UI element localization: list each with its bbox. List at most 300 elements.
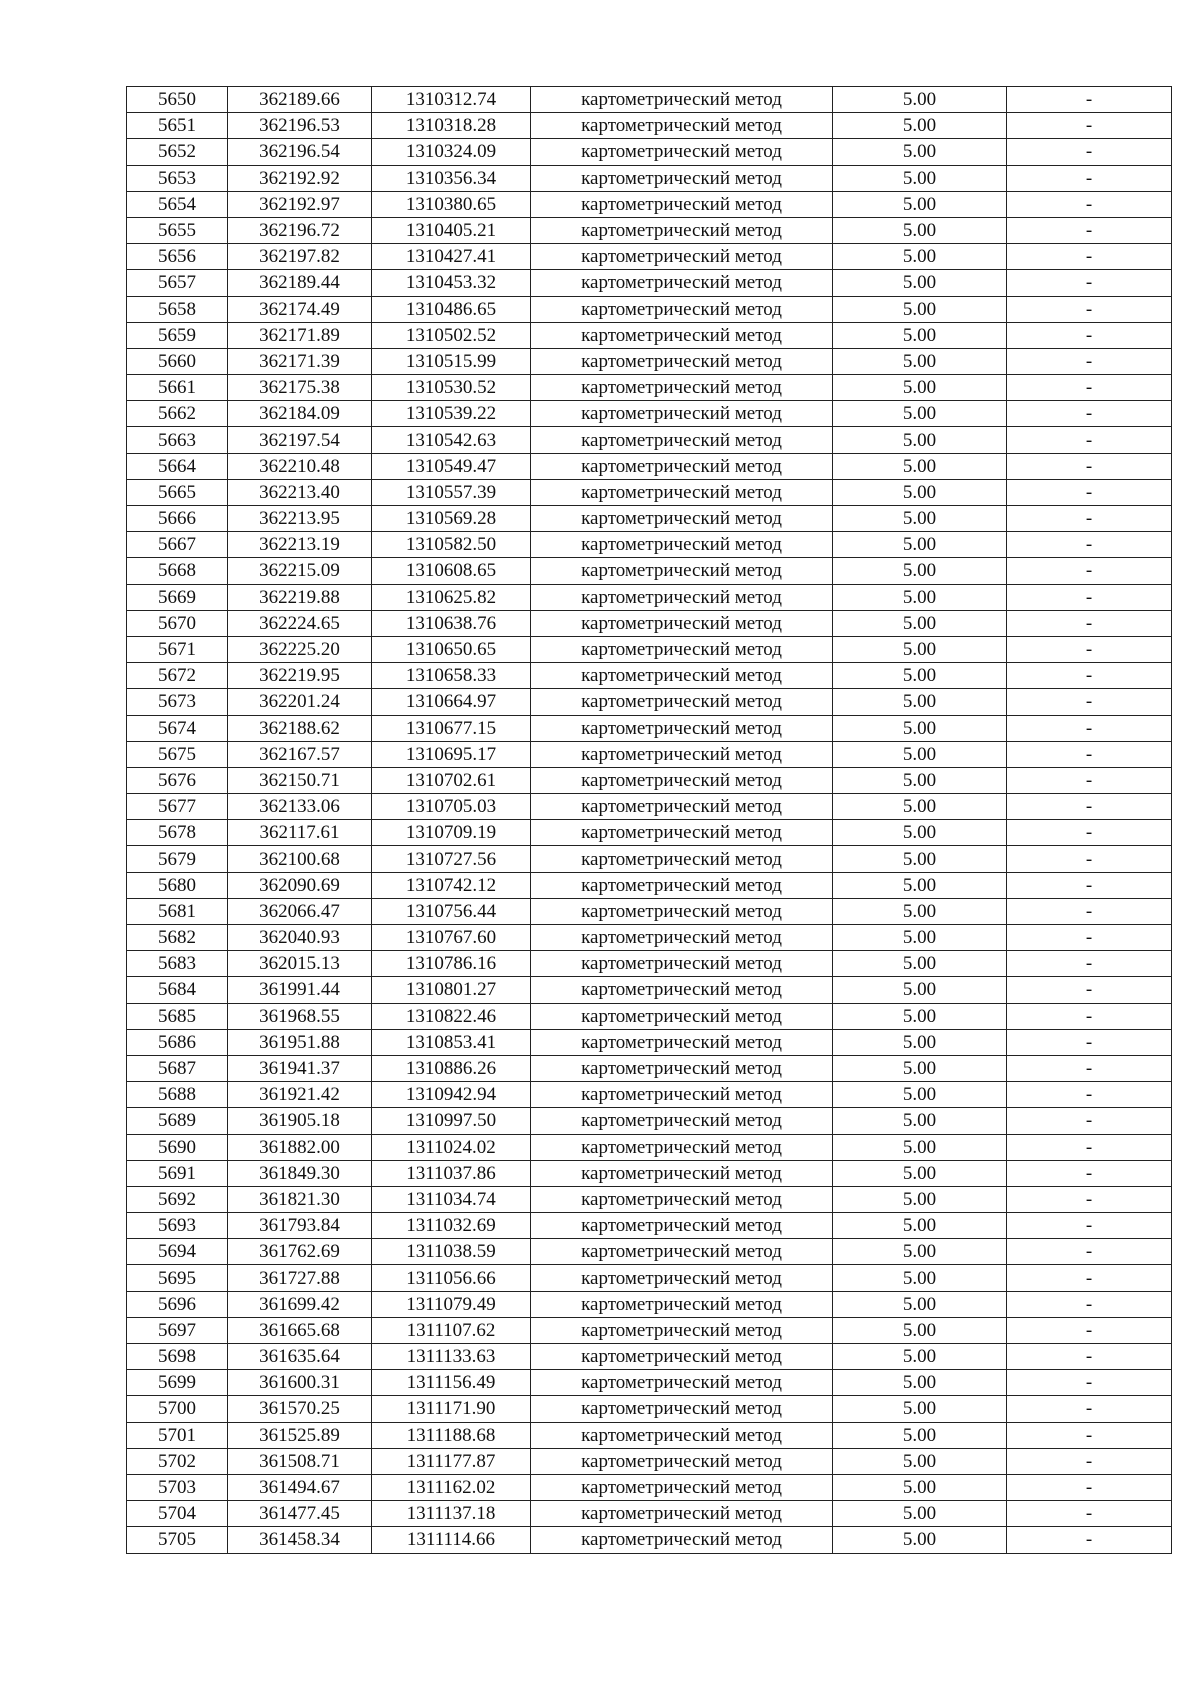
method-cell: картометрический метод <box>531 1160 833 1186</box>
note-cell: - <box>1007 715 1172 741</box>
table-row <box>127 689 1172 715</box>
method-cell: картометрический метод <box>531 1448 833 1474</box>
x-coordinate-cell: 362171.39 <box>228 348 372 374</box>
y-coordinate-cell: 1310569.28 <box>372 506 531 532</box>
accuracy-cell: 5.00 <box>833 348 1007 374</box>
x-coordinate-cell: 362210.48 <box>228 453 372 479</box>
accuracy-cell: 5.00 <box>833 951 1007 977</box>
method-cell: картометрический метод <box>531 820 833 846</box>
coordinates-table-body <box>127 87 1172 1554</box>
y-coordinate-cell: 1311037.86 <box>372 1160 531 1186</box>
y-coordinate-cell: 1310997.50 <box>372 1108 531 1134</box>
y-coordinate-cell: 1310502.52 <box>372 322 531 348</box>
table-row <box>127 1370 1172 1396</box>
accuracy-cell: 5.00 <box>833 1344 1007 1370</box>
table-row <box>127 1396 1172 1422</box>
note-cell: - <box>1007 1003 1172 1029</box>
point-number-cell: 5667 <box>127 532 228 558</box>
note-cell: - <box>1007 1082 1172 1108</box>
point-number-cell: 5684 <box>127 977 228 1003</box>
table-row <box>127 1317 1172 1343</box>
y-coordinate-cell: 1310453.32 <box>372 270 531 296</box>
table-row <box>127 715 1172 741</box>
table-row <box>127 453 1172 479</box>
method-cell: картометрический метод <box>531 558 833 584</box>
x-coordinate-cell: 361665.68 <box>228 1317 372 1343</box>
x-coordinate-cell: 362184.09 <box>228 401 372 427</box>
x-coordinate-cell: 361600.31 <box>228 1370 372 1396</box>
table-row <box>127 584 1172 610</box>
point-number-cell: 5680 <box>127 872 228 898</box>
note-cell: - <box>1007 322 1172 348</box>
table-row <box>127 296 1172 322</box>
point-number-cell: 5660 <box>127 348 228 374</box>
note-cell: - <box>1007 1213 1172 1239</box>
note-cell: - <box>1007 375 1172 401</box>
x-coordinate-cell: 362224.65 <box>228 610 372 636</box>
y-coordinate-cell: 1310786.16 <box>372 951 531 977</box>
point-number-cell: 5695 <box>127 1265 228 1291</box>
accuracy-cell: 5.00 <box>833 663 1007 689</box>
point-number-cell: 5696 <box>127 1291 228 1317</box>
x-coordinate-cell: 362192.92 <box>228 165 372 191</box>
accuracy-cell: 5.00 <box>833 846 1007 872</box>
y-coordinate-cell: 1310625.82 <box>372 584 531 610</box>
accuracy-cell: 5.00 <box>833 794 1007 820</box>
y-coordinate-cell: 1310608.65 <box>372 558 531 584</box>
point-number-cell: 5664 <box>127 453 228 479</box>
method-cell: картометрический метод <box>531 191 833 217</box>
table-row <box>127 925 1172 951</box>
method-cell: картометрический метод <box>531 794 833 820</box>
method-cell: картометрический метод <box>531 401 833 427</box>
note-cell: - <box>1007 584 1172 610</box>
y-coordinate-cell: 1311171.90 <box>372 1396 531 1422</box>
y-coordinate-cell: 1310380.65 <box>372 191 531 217</box>
note-cell: - <box>1007 1527 1172 1553</box>
table-row <box>127 1422 1172 1448</box>
x-coordinate-cell: 362225.20 <box>228 636 372 662</box>
method-cell: картометрический метод <box>531 925 833 951</box>
accuracy-cell: 5.00 <box>833 296 1007 322</box>
x-coordinate-cell: 362189.66 <box>228 87 372 113</box>
table-row <box>127 87 1172 113</box>
x-coordinate-cell: 362213.19 <box>228 532 372 558</box>
point-number-cell: 5690 <box>127 1134 228 1160</box>
table-row <box>127 1291 1172 1317</box>
table-row <box>127 1186 1172 1212</box>
accuracy-cell: 5.00 <box>833 1265 1007 1291</box>
table-row <box>127 1474 1172 1500</box>
x-coordinate-cell: 362192.97 <box>228 191 372 217</box>
y-coordinate-cell: 1310853.41 <box>372 1029 531 1055</box>
accuracy-cell: 5.00 <box>833 479 1007 505</box>
note-cell: - <box>1007 479 1172 505</box>
accuracy-cell: 5.00 <box>833 1474 1007 1500</box>
table-row <box>127 1003 1172 1029</box>
accuracy-cell: 5.00 <box>833 1134 1007 1160</box>
accuracy-cell: 5.00 <box>833 532 1007 558</box>
y-coordinate-cell: 1310742.12 <box>372 872 531 898</box>
y-coordinate-cell: 1310542.63 <box>372 427 531 453</box>
point-number-cell: 5661 <box>127 375 228 401</box>
point-number-cell: 5650 <box>127 87 228 113</box>
method-cell: картометрический метод <box>531 296 833 322</box>
note-cell: - <box>1007 977 1172 1003</box>
x-coordinate-cell: 362100.68 <box>228 846 372 872</box>
method-cell: картометрический метод <box>531 1082 833 1108</box>
method-cell: картометрический метод <box>531 663 833 689</box>
x-coordinate-cell: 361921.42 <box>228 1082 372 1108</box>
point-number-cell: 5675 <box>127 741 228 767</box>
note-cell: - <box>1007 820 1172 846</box>
table-row <box>127 1527 1172 1553</box>
x-coordinate-cell: 361882.00 <box>228 1134 372 1160</box>
point-number-cell: 5694 <box>127 1239 228 1265</box>
y-coordinate-cell: 1310318.28 <box>372 113 531 139</box>
method-cell: картометрический метод <box>531 1501 833 1527</box>
accuracy-cell: 5.00 <box>833 506 1007 532</box>
y-coordinate-cell: 1310486.65 <box>372 296 531 322</box>
accuracy-cell: 5.00 <box>833 584 1007 610</box>
point-number-cell: 5668 <box>127 558 228 584</box>
accuracy-cell: 5.00 <box>833 741 1007 767</box>
method-cell: картометрический метод <box>531 427 833 453</box>
accuracy-cell: 5.00 <box>833 636 1007 662</box>
table-row <box>127 977 1172 1003</box>
method-cell: картометрический метод <box>531 610 833 636</box>
point-number-cell: 5677 <box>127 794 228 820</box>
table-row <box>127 244 1172 270</box>
note-cell: - <box>1007 1265 1172 1291</box>
accuracy-cell: 5.00 <box>833 558 1007 584</box>
note-cell: - <box>1007 453 1172 479</box>
method-cell: картометрический метод <box>531 715 833 741</box>
x-coordinate-cell: 361968.55 <box>228 1003 372 1029</box>
point-number-cell: 5701 <box>127 1422 228 1448</box>
accuracy-cell: 5.00 <box>833 1055 1007 1081</box>
point-number-cell: 5683 <box>127 951 228 977</box>
accuracy-cell: 5.00 <box>833 610 1007 636</box>
table-row <box>127 217 1172 243</box>
point-number-cell: 5666 <box>127 506 228 532</box>
y-coordinate-cell: 1310705.03 <box>372 794 531 820</box>
method-cell: картометрический метод <box>531 479 833 505</box>
table-row <box>127 1055 1172 1081</box>
y-coordinate-cell: 1310658.33 <box>372 663 531 689</box>
method-cell: картометрический метод <box>531 322 833 348</box>
x-coordinate-cell: 362066.47 <box>228 898 372 924</box>
method-cell: картометрический метод <box>531 1396 833 1422</box>
method-cell: картометрический метод <box>531 1527 833 1553</box>
x-coordinate-cell: 361458.34 <box>228 1527 372 1553</box>
table-row <box>127 636 1172 662</box>
point-number-cell: 5688 <box>127 1082 228 1108</box>
x-coordinate-cell: 361991.44 <box>228 977 372 1003</box>
point-number-cell: 5702 <box>127 1448 228 1474</box>
table-row <box>127 401 1172 427</box>
note-cell: - <box>1007 1422 1172 1448</box>
table-row <box>127 1082 1172 1108</box>
x-coordinate-cell: 362196.53 <box>228 113 372 139</box>
note-cell: - <box>1007 1160 1172 1186</box>
y-coordinate-cell: 1311188.68 <box>372 1422 531 1448</box>
y-coordinate-cell: 1310886.26 <box>372 1055 531 1081</box>
y-coordinate-cell: 1311032.69 <box>372 1213 531 1239</box>
accuracy-cell: 5.00 <box>833 767 1007 793</box>
point-number-cell: 5692 <box>127 1186 228 1212</box>
table-row <box>127 322 1172 348</box>
accuracy-cell: 5.00 <box>833 1186 1007 1212</box>
table-row <box>127 479 1172 505</box>
note-cell: - <box>1007 1396 1172 1422</box>
note-cell: - <box>1007 898 1172 924</box>
table-row <box>127 1448 1172 1474</box>
method-cell: картометрический метод <box>531 1265 833 1291</box>
method-cell: картометрический метод <box>531 1029 833 1055</box>
note-cell: - <box>1007 1370 1172 1396</box>
table-row <box>127 1265 1172 1291</box>
y-coordinate-cell: 1310677.15 <box>372 715 531 741</box>
table-row <box>127 1108 1172 1134</box>
table-row <box>127 846 1172 872</box>
method-cell: картометрический метод <box>531 139 833 165</box>
y-coordinate-cell: 1310549.47 <box>372 453 531 479</box>
y-coordinate-cell: 1311079.49 <box>372 1291 531 1317</box>
note-cell: - <box>1007 741 1172 767</box>
method-cell: картометрический метод <box>531 532 833 558</box>
note-cell: - <box>1007 1239 1172 1265</box>
accuracy-cell: 5.00 <box>833 1448 1007 1474</box>
x-coordinate-cell: 362215.09 <box>228 558 372 584</box>
y-coordinate-cell: 1311177.87 <box>372 1448 531 1474</box>
x-coordinate-cell: 362171.89 <box>228 322 372 348</box>
accuracy-cell: 5.00 <box>833 1003 1007 1029</box>
method-cell: картометрический метод <box>531 244 833 270</box>
note-cell: - <box>1007 1055 1172 1081</box>
table-row <box>127 506 1172 532</box>
method-cell: картометрический метод <box>531 1239 833 1265</box>
point-number-cell: 5662 <box>127 401 228 427</box>
x-coordinate-cell: 362174.49 <box>228 296 372 322</box>
table-row <box>127 1134 1172 1160</box>
y-coordinate-cell: 1310515.99 <box>372 348 531 374</box>
y-coordinate-cell: 1310405.21 <box>372 217 531 243</box>
x-coordinate-cell: 361762.69 <box>228 1239 372 1265</box>
y-coordinate-cell: 1310650.65 <box>372 636 531 662</box>
table-row <box>127 1160 1172 1186</box>
x-coordinate-cell: 361635.64 <box>228 1344 372 1370</box>
table-row <box>127 663 1172 689</box>
note-cell: - <box>1007 558 1172 584</box>
point-number-cell: 5655 <box>127 217 228 243</box>
x-coordinate-cell: 362117.61 <box>228 820 372 846</box>
accuracy-cell: 5.00 <box>833 244 1007 270</box>
point-number-cell: 5685 <box>127 1003 228 1029</box>
accuracy-cell: 5.00 <box>833 1029 1007 1055</box>
y-coordinate-cell: 1311038.59 <box>372 1239 531 1265</box>
x-coordinate-cell: 361821.30 <box>228 1186 372 1212</box>
table-row <box>127 1239 1172 1265</box>
method-cell: картометрический метод <box>531 584 833 610</box>
point-number-cell: 5654 <box>127 191 228 217</box>
method-cell: картометрический метод <box>531 977 833 1003</box>
note-cell: - <box>1007 1317 1172 1343</box>
note-cell: - <box>1007 244 1172 270</box>
method-cell: картометрический метод <box>531 767 833 793</box>
accuracy-cell: 5.00 <box>833 165 1007 191</box>
note-cell: - <box>1007 427 1172 453</box>
y-coordinate-cell: 1311056.66 <box>372 1265 531 1291</box>
note-cell: - <box>1007 767 1172 793</box>
accuracy-cell: 5.00 <box>833 898 1007 924</box>
table-row <box>127 139 1172 165</box>
accuracy-cell: 5.00 <box>833 1396 1007 1422</box>
note-cell: - <box>1007 610 1172 636</box>
point-number-cell: 5678 <box>127 820 228 846</box>
x-coordinate-cell: 362167.57 <box>228 741 372 767</box>
table-row <box>127 1029 1172 1055</box>
point-number-cell: 5699 <box>127 1370 228 1396</box>
y-coordinate-cell: 1311114.66 <box>372 1527 531 1553</box>
method-cell: картометрический метод <box>531 1055 833 1081</box>
y-coordinate-cell: 1310530.52 <box>372 375 531 401</box>
note-cell: - <box>1007 113 1172 139</box>
note-cell: - <box>1007 506 1172 532</box>
y-coordinate-cell: 1310767.60 <box>372 925 531 951</box>
y-coordinate-cell: 1310727.56 <box>372 846 531 872</box>
y-coordinate-cell: 1310356.34 <box>372 165 531 191</box>
y-coordinate-cell: 1310427.41 <box>372 244 531 270</box>
x-coordinate-cell: 362150.71 <box>228 767 372 793</box>
method-cell: картометрический метод <box>531 898 833 924</box>
note-cell: - <box>1007 296 1172 322</box>
accuracy-cell: 5.00 <box>833 1291 1007 1317</box>
table-row <box>127 1501 1172 1527</box>
y-coordinate-cell: 1310557.39 <box>372 479 531 505</box>
point-number-cell: 5669 <box>127 584 228 610</box>
point-number-cell: 5703 <box>127 1474 228 1500</box>
table-row <box>127 427 1172 453</box>
x-coordinate-cell: 362133.06 <box>228 794 372 820</box>
x-coordinate-cell: 361849.30 <box>228 1160 372 1186</box>
note-cell: - <box>1007 1501 1172 1527</box>
method-cell: картометрический метод <box>531 453 833 479</box>
y-coordinate-cell: 1310801.27 <box>372 977 531 1003</box>
note-cell: - <box>1007 1186 1172 1212</box>
table-row <box>127 270 1172 296</box>
table-row <box>127 375 1172 401</box>
method-cell: картометрический метод <box>531 113 833 139</box>
method-cell: картометрический метод <box>531 217 833 243</box>
method-cell: картометрический метод <box>531 1291 833 1317</box>
note-cell: - <box>1007 401 1172 427</box>
note-cell: - <box>1007 1344 1172 1370</box>
accuracy-cell: 5.00 <box>833 820 1007 846</box>
x-coordinate-cell: 362201.24 <box>228 689 372 715</box>
method-cell: картометрический метод <box>531 348 833 374</box>
note-cell: - <box>1007 139 1172 165</box>
point-number-cell: 5665 <box>127 479 228 505</box>
point-number-cell: 5657 <box>127 270 228 296</box>
x-coordinate-cell: 362197.54 <box>228 427 372 453</box>
y-coordinate-cell: 1310638.76 <box>372 610 531 636</box>
y-coordinate-cell: 1311156.49 <box>372 1370 531 1396</box>
point-number-cell: 5705 <box>127 1527 228 1553</box>
method-cell: картометрический метод <box>531 1422 833 1448</box>
point-number-cell: 5681 <box>127 898 228 924</box>
note-cell: - <box>1007 951 1172 977</box>
method-cell: картометрический метод <box>531 846 833 872</box>
note-cell: - <box>1007 1029 1172 1055</box>
x-coordinate-cell: 361477.45 <box>228 1501 372 1527</box>
x-coordinate-cell: 361941.37 <box>228 1055 372 1081</box>
accuracy-cell: 5.00 <box>833 427 1007 453</box>
accuracy-cell: 5.00 <box>833 1239 1007 1265</box>
point-number-cell: 5653 <box>127 165 228 191</box>
x-coordinate-cell: 362189.44 <box>228 270 372 296</box>
method-cell: картометрический метод <box>531 951 833 977</box>
point-number-cell: 5700 <box>127 1396 228 1422</box>
method-cell: картометрический метод <box>531 741 833 767</box>
y-coordinate-cell: 1311024.02 <box>372 1134 531 1160</box>
method-cell: картометрический метод <box>531 270 833 296</box>
note-cell: - <box>1007 689 1172 715</box>
accuracy-cell: 5.00 <box>833 1317 1007 1343</box>
point-number-cell: 5663 <box>127 427 228 453</box>
y-coordinate-cell: 1311034.74 <box>372 1186 531 1212</box>
x-coordinate-cell: 362015.13 <box>228 951 372 977</box>
y-coordinate-cell: 1310702.61 <box>372 767 531 793</box>
table-row <box>127 191 1172 217</box>
y-coordinate-cell: 1310695.17 <box>372 741 531 767</box>
x-coordinate-cell: 362196.54 <box>228 139 372 165</box>
note-cell: - <box>1007 532 1172 558</box>
note-cell: - <box>1007 1291 1172 1317</box>
table-row <box>127 767 1172 793</box>
point-number-cell: 5651 <box>127 113 228 139</box>
x-coordinate-cell: 361727.88 <box>228 1265 372 1291</box>
method-cell: картометрический метод <box>531 506 833 532</box>
y-coordinate-cell: 1310312.74 <box>372 87 531 113</box>
method-cell: картометрический метод <box>531 1370 833 1396</box>
point-number-cell: 5652 <box>127 139 228 165</box>
table-row <box>127 794 1172 820</box>
x-coordinate-cell: 361905.18 <box>228 1108 372 1134</box>
point-number-cell: 5656 <box>127 244 228 270</box>
accuracy-cell: 5.00 <box>833 1527 1007 1553</box>
y-coordinate-cell: 1310822.46 <box>372 1003 531 1029</box>
accuracy-cell: 5.00 <box>833 1370 1007 1396</box>
accuracy-cell: 5.00 <box>833 322 1007 348</box>
accuracy-cell: 5.00 <box>833 1422 1007 1448</box>
method-cell: картометрический метод <box>531 375 833 401</box>
y-coordinate-cell: 1311162.02 <box>372 1474 531 1500</box>
coordinates-table <box>126 86 1172 1554</box>
method-cell: картометрический метод <box>531 1344 833 1370</box>
note-cell: - <box>1007 1134 1172 1160</box>
accuracy-cell: 5.00 <box>833 1501 1007 1527</box>
table-row <box>127 1213 1172 1239</box>
y-coordinate-cell: 1310582.50 <box>372 532 531 558</box>
point-number-cell: 5673 <box>127 689 228 715</box>
table-row <box>127 558 1172 584</box>
table-row <box>127 610 1172 636</box>
y-coordinate-cell: 1311133.63 <box>372 1344 531 1370</box>
method-cell: картометрический метод <box>531 1003 833 1029</box>
x-coordinate-cell: 362175.38 <box>228 375 372 401</box>
accuracy-cell: 5.00 <box>833 217 1007 243</box>
